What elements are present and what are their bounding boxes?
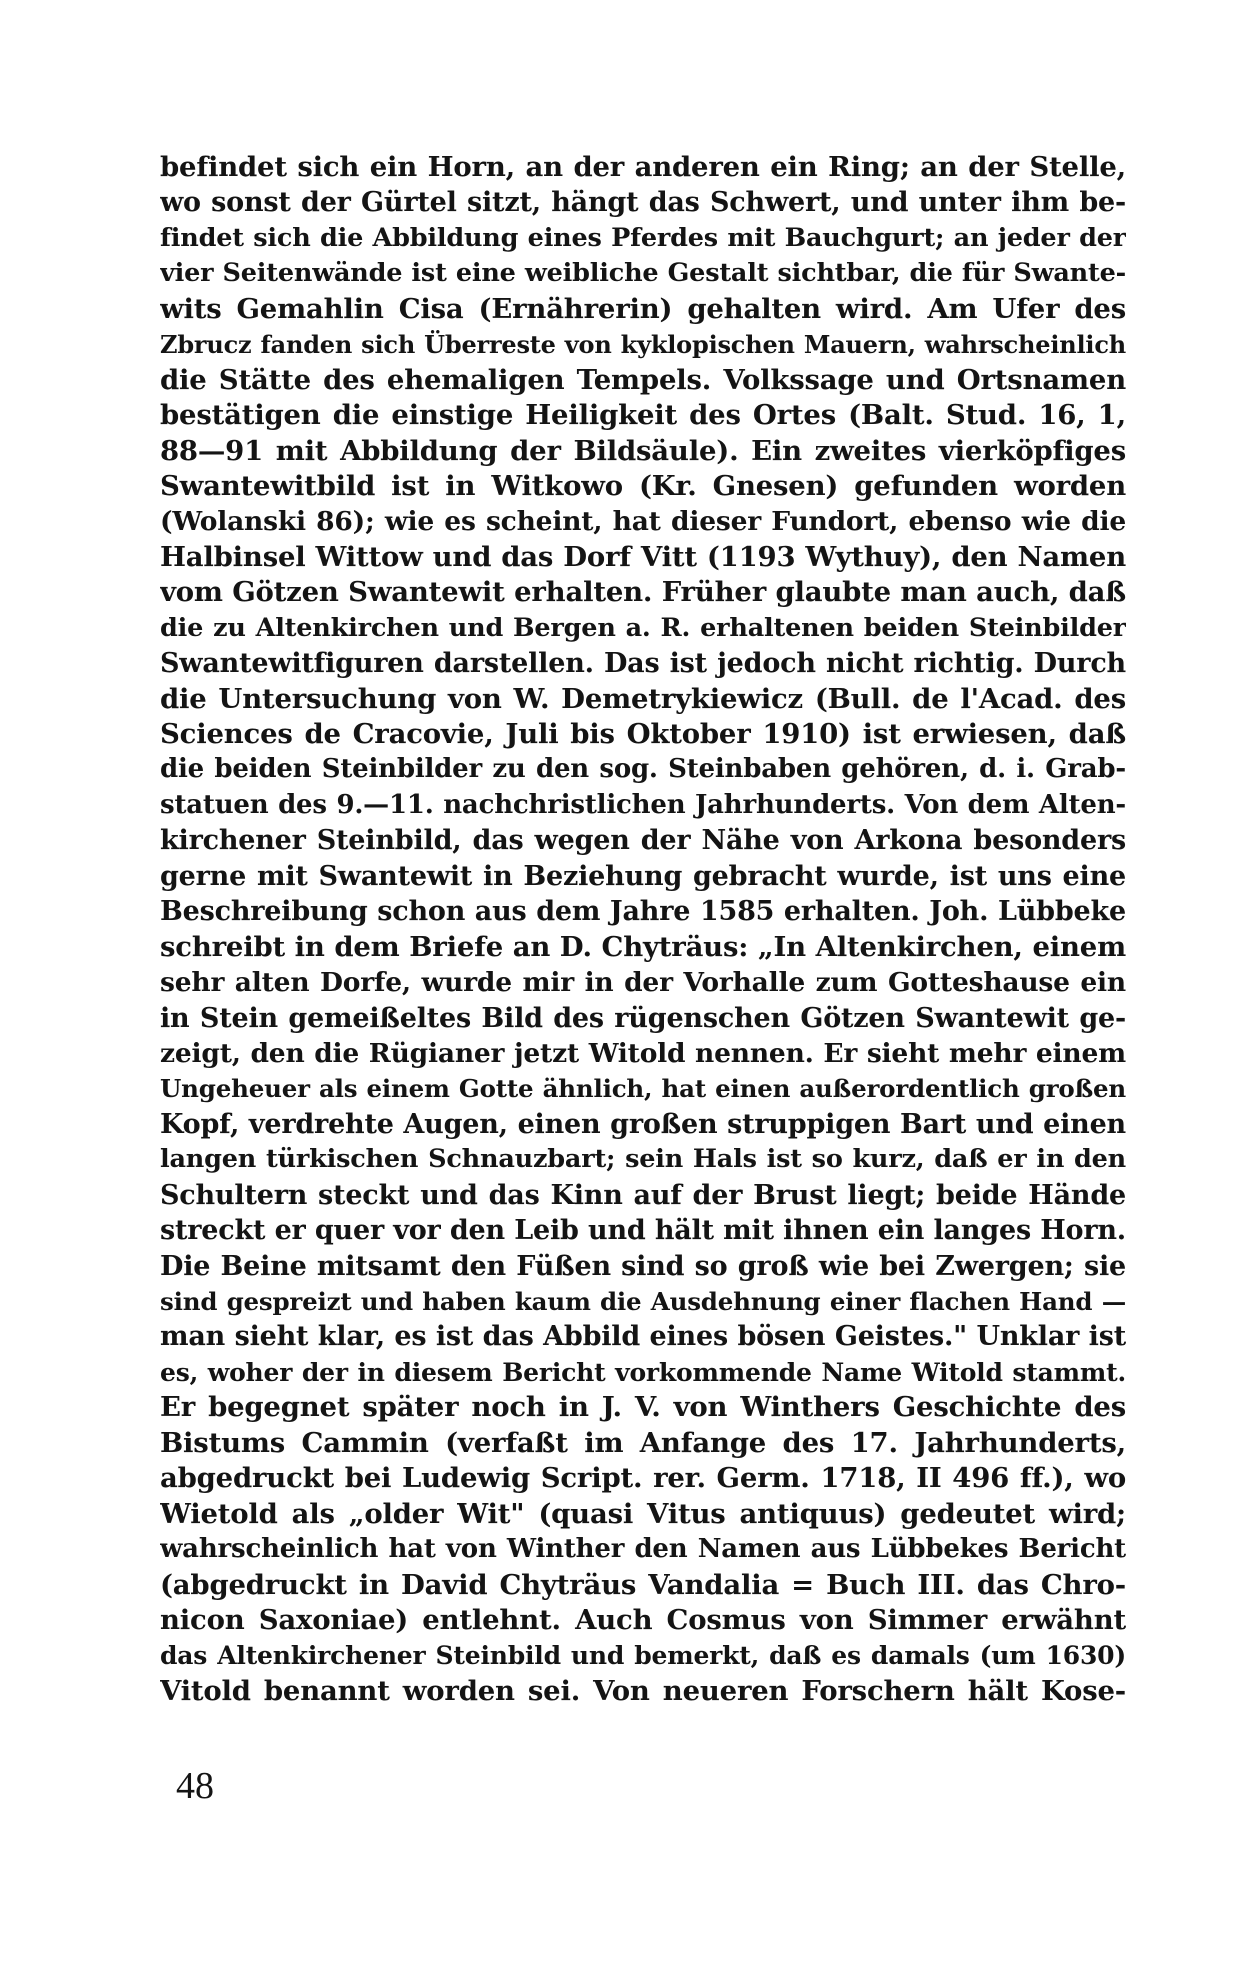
text-line: gerne mit Swantewit in Beziehung gebracht wurde, ist uns eine (160, 860, 1126, 892)
text-line: Er begegnet später noch in J. V. von Winthers Geschichte des (160, 1391, 1126, 1424)
text-line: schreibt in dem Briefe an D. Chyträus: „In Altenkirchen, einem (160, 930, 1126, 963)
text-line: Beschreibung schon aus dem Jahre 1585 erhalten. Joh. Lübbeke (160, 896, 1126, 928)
text-line: wits Gemahlin Cisa (Ernährerin) gehalten wird. Am Ufer des (160, 292, 1126, 325)
text-line: befindet sich ein Horn, an der anderen ein Ring; an der Stelle, (160, 151, 1126, 183)
text-line: 88—91 mit Abbildung der Bildsäule). Ein zweites vierköpfiges (160, 434, 1126, 467)
text-line: vier Seitenwände ist eine weibliche Gestalt sichtbar, die für Swante- (160, 258, 1126, 289)
text-line: Wietold als „older Wit" (quasi Vitus antiquus) gedeutet wird; (160, 1497, 1126, 1530)
text-line: vom Götzen Swantewit erhalten. Früher glaubte man auch, daß (160, 576, 1126, 609)
text-line: Ungeheuer als einem Gotte ähnlich, hat einen außerordentlich großen (160, 1074, 1126, 1104)
text-line: (abgedruckt in David Chyträus Vandalia = Buch III. das Chro- (160, 1568, 1126, 1601)
text-line: in Stein gemeißeltes Bild des rügenschen Götzen Swantewit ge- (160, 1002, 1126, 1034)
text-line: Bistums Cammin (verfaßt im Anfange des 17. Jahrhunderts, (160, 1426, 1126, 1459)
text-line: die Untersuchung von W. Demetrykiewicz (Bull. de l'Acad. des (160, 682, 1126, 715)
text-line: nicon Saxoniae) entlehnt. Auch Cosmus von Simmer erwähnt (160, 1603, 1126, 1636)
text-line: Kopf, verdrehte Augen, einen großen struppigen Bart und einen (160, 1108, 1126, 1140)
text-line: Die Beine mitsamt den Füßen sind so groß wie bei Zwergen; sie (160, 1250, 1126, 1282)
text-line: Zbrucz fanden sich Überreste von kyklopischen Mauern, wahrscheinlich (160, 330, 1126, 360)
text-line: das Altenkirchener Steinbild und bemerkt, daß es damals (um 1630) (160, 1641, 1126, 1671)
text-line: (Wolanski 86); wie es scheint, hat dieser Fundort, ebenso wie die (160, 506, 1126, 538)
text-line: bestätigen die einstige Heiligkeit des Ortes (Balt. Stud. 16, 1, (160, 399, 1126, 432)
text-line: die Stätte des ehemaligen Tempels. Volkssage und Ortsnamen (160, 363, 1126, 396)
text-line: kirchener Steinbild, das wegen der Nähe von Arkona besonders (160, 825, 1126, 857)
text-line: abgedruckt bei Ludewig Script. rer. Germ. 1718, II 496 ff.), wo (160, 1462, 1126, 1495)
page-number: 48 (176, 1765, 214, 1807)
text-line: findet sich die Abbildung eines Pferdes mit Bauchgurt; an jeder der (160, 222, 1126, 253)
text-line: Vitold benannt worden sei. Von neueren Forschern hält Kose- (160, 1674, 1126, 1707)
text-line: sind gespreizt und haben kaum die Ausdehnung einer flachen Hand — (160, 1287, 1126, 1316)
text-line: sehr alten Dorfe, wurde mir in der Vorhalle zum Gotteshause ein (160, 967, 1126, 999)
text-line: Halbinsel Wittow und das Dorf Vitt (1193 Wythuy), den Namen (160, 540, 1126, 573)
text-line: streckt er quer vor den Leib und hält mit ihnen ein langes Horn. (160, 1215, 1126, 1247)
text-line: Schultern steckt und das Kinn auf der Brust liegt; beide Hände (160, 1179, 1126, 1211)
text-line: statuen des 9.—11. nachchristlichen Jahrhunderts. Von dem Alten- (160, 789, 1126, 820)
text-line: wo sonst der Gürtel sitzt, hängt das Schwert, und unter ihm be- (160, 187, 1126, 219)
text-line: zeigt, den die Rügianer jetzt Witold nennen. Er sieht mehr einem (160, 1037, 1126, 1069)
text-line: langen türkischen Schnauzbart; sein Hals ist so kurz, daß er in den (160, 1144, 1126, 1175)
text-line: Sciences de Cracovie, Juli bis Oktober 1910) ist erwiesen, daß (160, 718, 1126, 750)
text-line: wahrscheinlich hat von Winther den Namen aus Lübbekes Bericht (160, 1534, 1126, 1565)
text-line: Swantewitfiguren darstellen. Das ist jedoch nicht richtig. Durch (160, 648, 1126, 680)
text-line: es, woher der in diesem Bericht vorkommende Name Witold stammt. (160, 1357, 1126, 1387)
text-line: die beiden Steinbilder zu den sog. Steinbaben gehören, d. i. Grab- (160, 754, 1126, 785)
text-line: die zu Altenkirchen und Bergen a. R. erhaltenen beiden Steinbilder (160, 612, 1126, 643)
text-line: Swantewitbild ist in Witkowo (Kr. Gnesen) gefunden worden (160, 469, 1126, 502)
text-line: man sieht klar, es ist das Abbild eines bösen Geistes." Unklar ist (160, 1321, 1126, 1353)
body-text (160, 150, 1126, 1709)
